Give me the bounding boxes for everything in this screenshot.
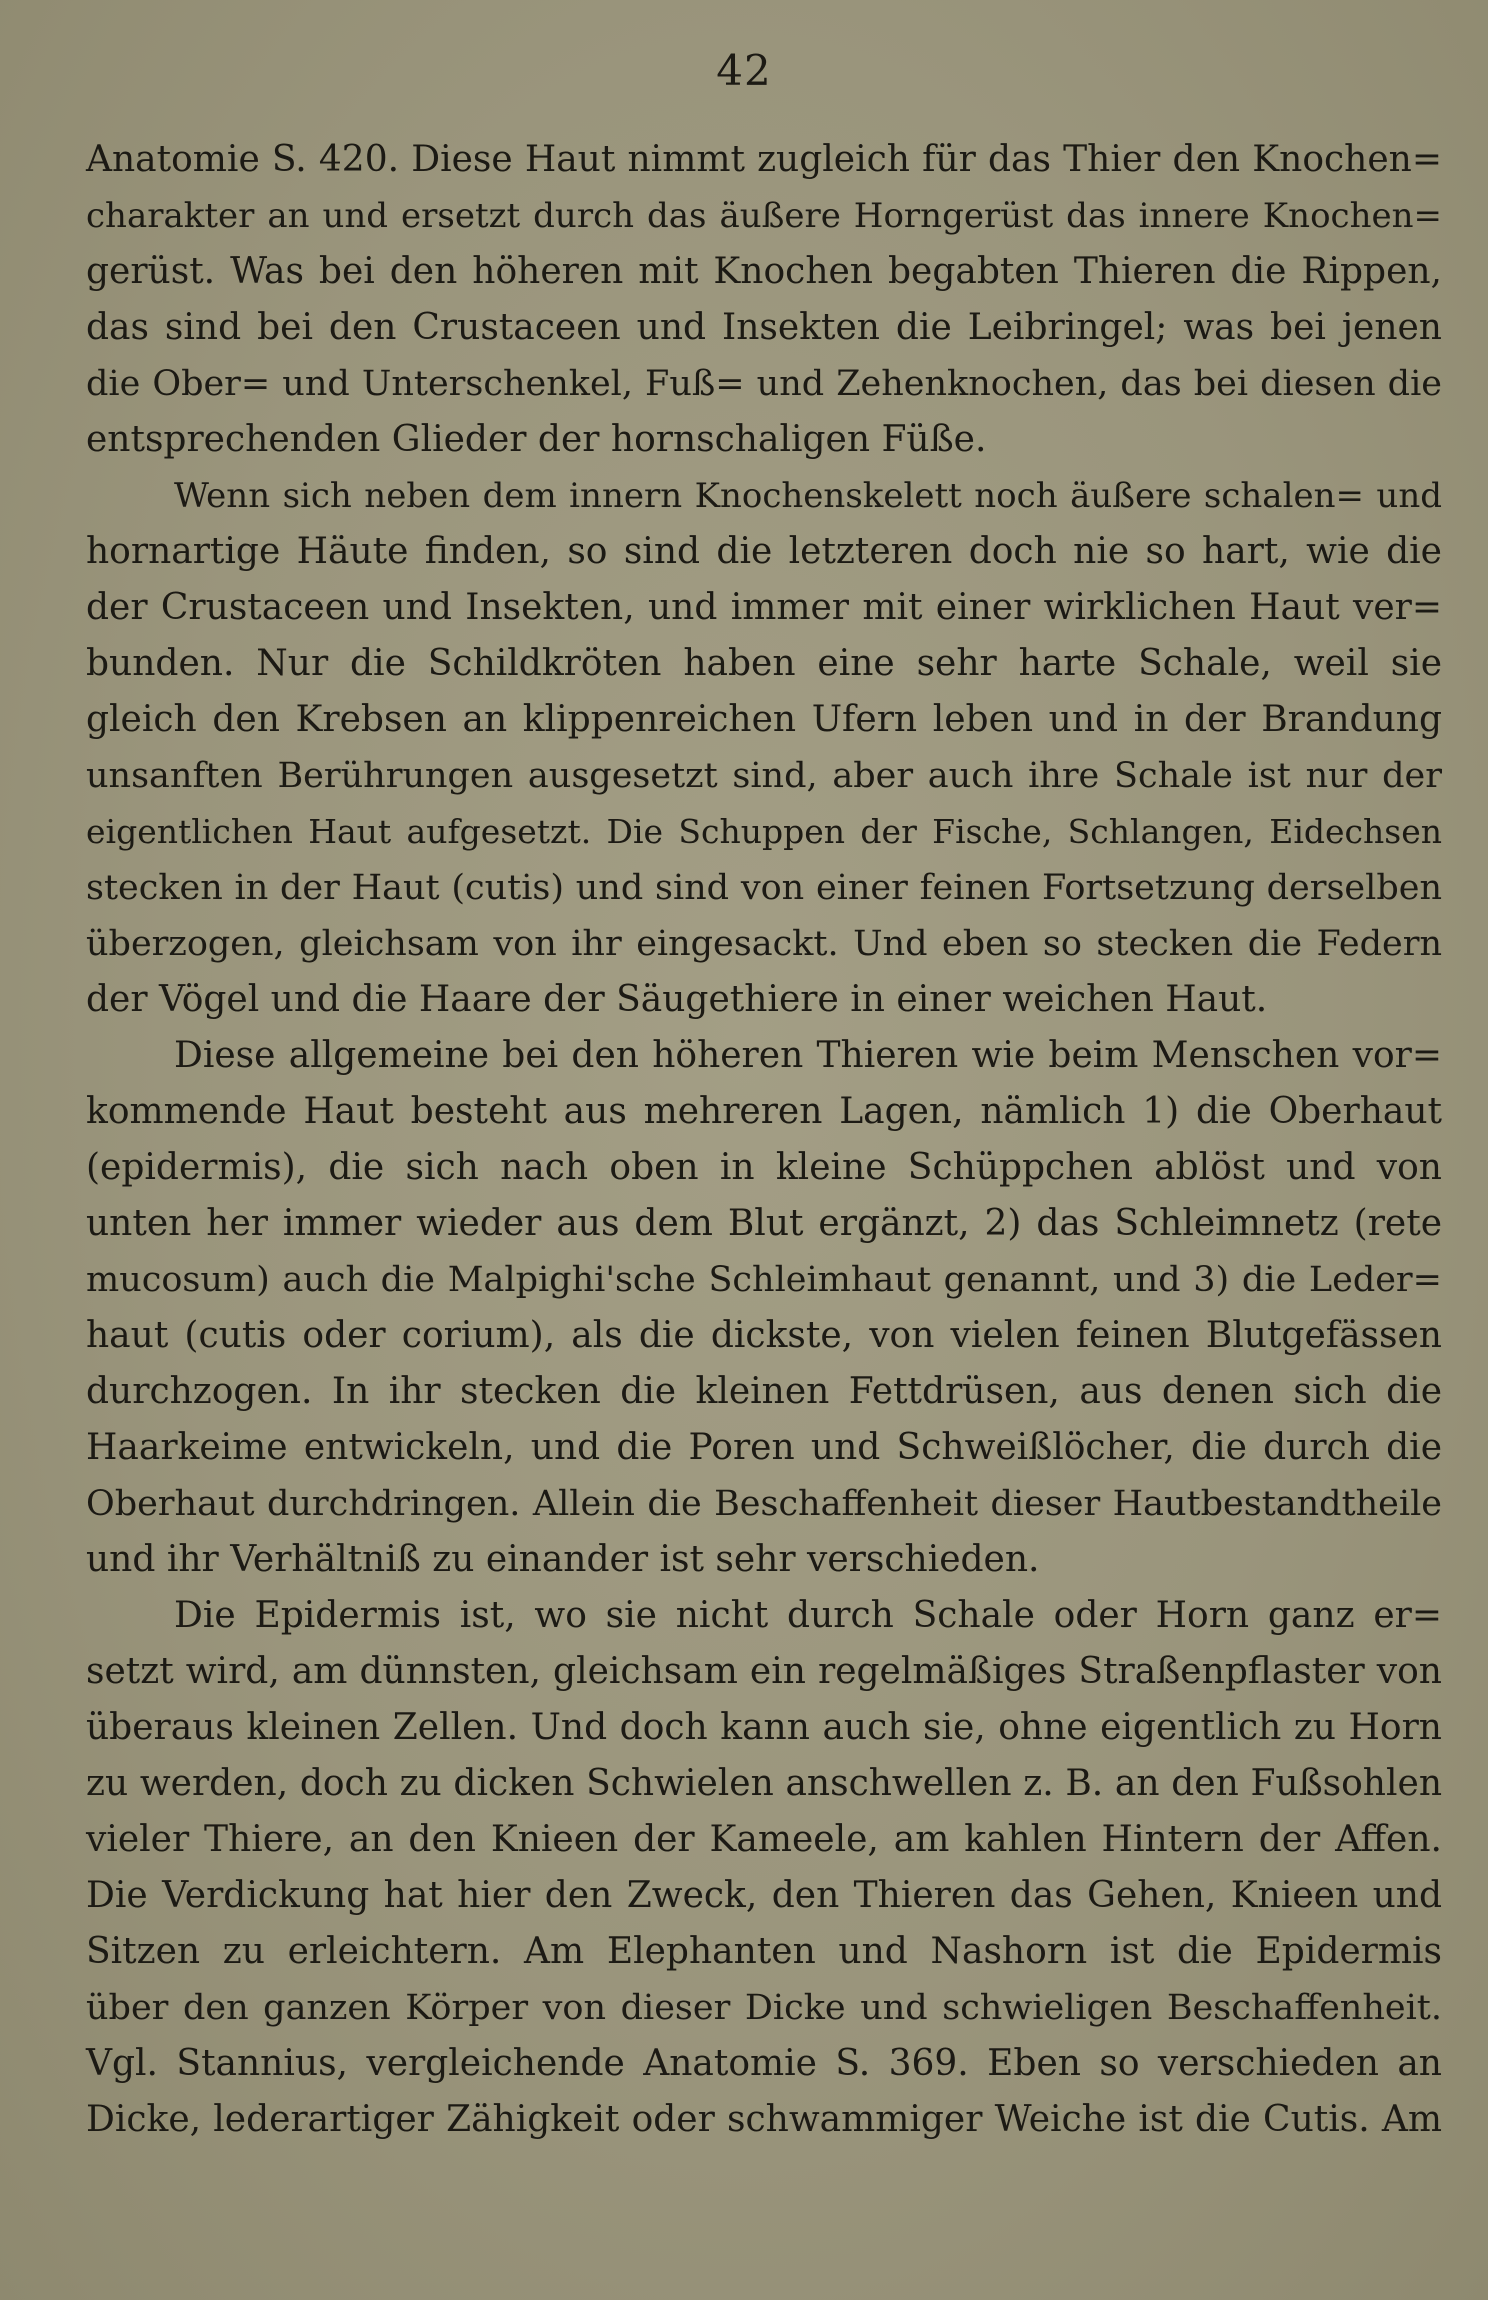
text-line: und ihr Verhältniß zu einander ist sehr verschieden. [86,1539,1040,1580]
text-line: das sind bei den Crustaceen und Insekten die Leibringel; was bei jenen [86,307,1442,348]
text-line: Oberhaut durchdringen. Allein die Beschaffenheit dieser Hautbestandtheile [86,1484,1442,1524]
text-line: Dicke, lederartiger Zähigkeit oder schwammiger Weiche ist die Cutis. Am [86,2099,1442,2140]
text-line: (epidermis), die sich nach oben in kleine Schüppchen ablöst und von [86,1147,1442,1188]
text-line: Diese allgemeine bei den höheren Thieren wie beim Menschen vor= [174,1035,1442,1076]
text-line: unten her immer wieder aus dem Blut ergänzt, 2) das Schleimnetz (rete [86,1203,1442,1244]
text-line: bunden. Nur die Schildkröten haben eine sehr harte Schale, weil sie [86,643,1442,684]
page-number: 42 [716,46,772,95]
text-line: charakter an und ersetzt durch das äußere Horngerüst das innere Knochen= [86,196,1442,236]
text-line: der Vögel und die Haare der Säugethiere in einer weichen Haut. [86,979,1268,1020]
text-line: zu werden, doch zu dicken Schwielen anschwellen z. B. an den Fußsohlen [86,1763,1442,1804]
text-line: überzogen, gleichsam von ihr eingesackt. Und eben so stecken die Federn [86,924,1442,964]
text-line: Sitzen zu erleichtern. Am Elephanten und Nashorn ist die Epidermis [86,1931,1442,1972]
text-line: gerüst. Was bei den höheren mit Knochen begabten Thieren die Rippen, [86,251,1442,292]
body-text [86,132,1442,2148]
text-line: Anatomie S. 420. Diese Haut nimmt zugleich für das Thier den Knochen= [86,139,1442,180]
text-line: über den ganzen Körper von dieser Dicke und schwieligen Beschaffenheit. [86,1988,1442,2028]
text-line: die Ober= und Unterschenkel, Fuß= und Zehenknochen, das bei diesen die [86,364,1442,404]
text-line: setzt wird, am dünnsten, gleichsam ein regelmäßiges Straßenpflaster von [86,1651,1442,1692]
text-line: gleich den Krebsen an klippenreichen Ufern leben und in der Brandung [86,699,1442,740]
text-line: Vgl. Stannius, vergleichende Anatomie S. 369. Eben so verschieden an [86,2043,1442,2084]
text-line: kommende Haut besteht aus mehreren Lagen, nämlich 1) die Oberhaut [86,1091,1442,1132]
text-line: Die Verdickung hat hier den Zweck, den Thieren das Gehen, Knieen und [86,1875,1442,1916]
text-line: vieler Thiere, an den Knieen der Kameele, am kahlen Hintern der Affen. [86,1819,1442,1860]
text-line: unsanften Berührungen ausgesetzt sind, aber auch ihre Schale ist nur der [86,756,1442,796]
text-line: entsprechenden Glieder der hornschaligen Füße. [86,419,987,460]
text-line: Haarkeime entwickeln, und die Poren und Schweißlöcher, die durch die [86,1427,1442,1468]
text-line: der Crustaceen und Insekten, und immer mit einer wirklichen Haut ver= [86,587,1442,628]
text-line: eigentlichen Haut aufgesetzt. Die Schuppen der Fische, Schlangen, Eidechsen [86,812,1442,851]
text-line: stecken in der Haut (cutis) und sind von einer feinen Fortsetzung derselben [86,868,1442,908]
text-line: Die Epidermis ist, wo sie nicht durch Schale oder Horn ganz er= [174,1595,1442,1636]
text-line: Wenn sich neben dem innern Knochenskelett noch äußere schalen= und [174,476,1442,516]
text-line: durchzogen. In ihr stecken die kleinen Fettdrüsen, aus denen sich die [86,1371,1442,1412]
text-line: hornartige Häute finden, so sind die letzteren doch nie so hart, wie die [86,531,1442,572]
text-line: überaus kleinen Zellen. Und doch kann auch sie, ohne eigentlich zu Horn [86,1707,1442,1748]
text-line: mucosum) auch die Malpighi'sche Schleimhaut genannt, und 3) die Leder= [86,1260,1442,1300]
text-line: haut (cutis oder corium), als die dickste, von vielen feinen Blutgefässen [86,1315,1442,1356]
